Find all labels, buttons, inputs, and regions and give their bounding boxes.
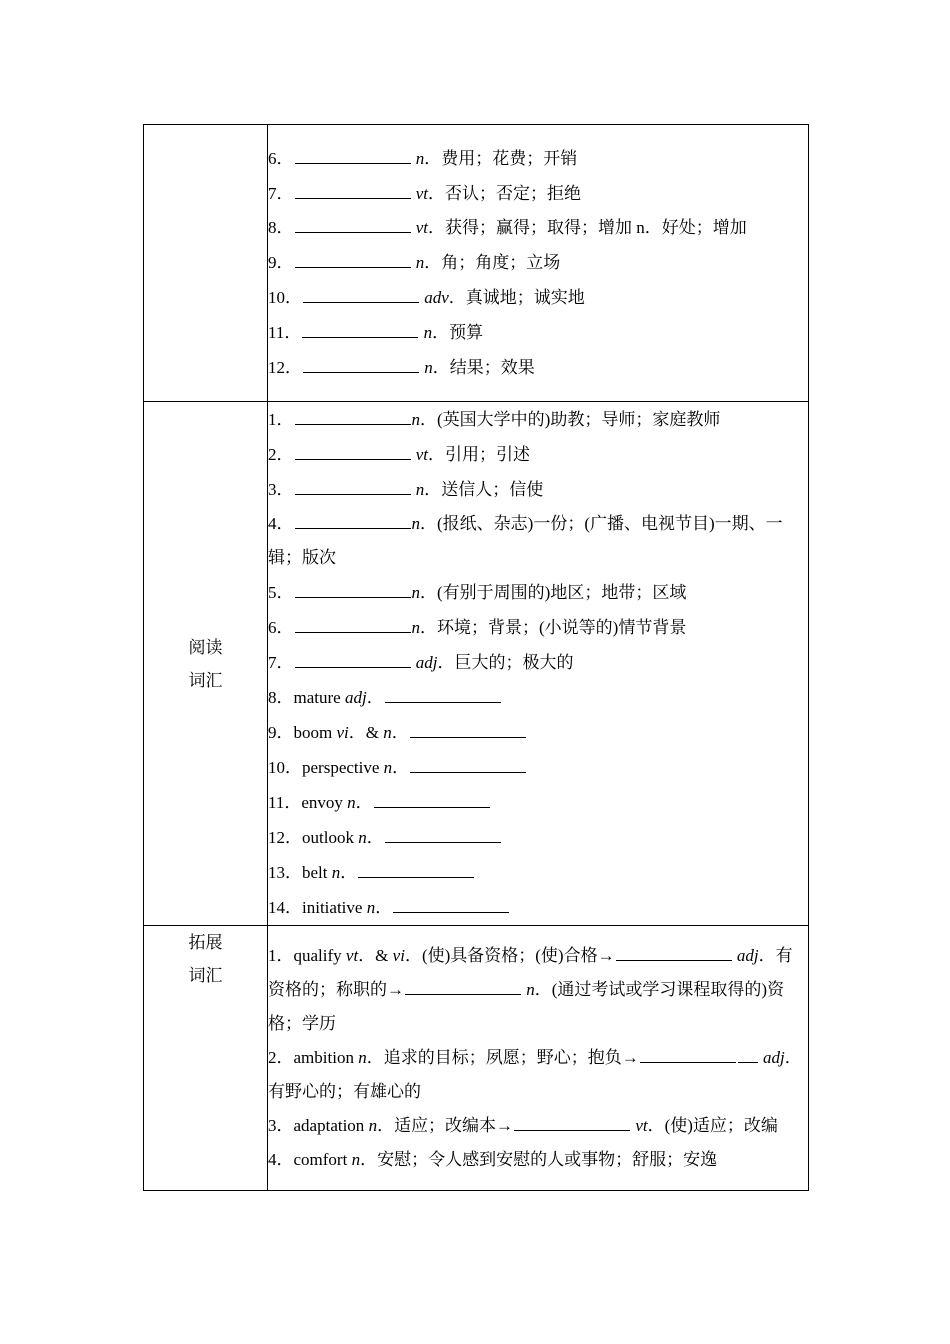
list-item: 7． vt．否认；否定；拒绝 — [268, 176, 808, 211]
list-item: 2．ambition n．追求的目标；夙愿；野心；抱负→ adj．有野心的；有雄心的 — [268, 1041, 808, 1109]
list-item: 3．adaptation n．适应；改编本→ vt．(使)适应；改编 — [268, 1109, 808, 1143]
answer-blank[interactable] — [640, 1044, 736, 1063]
answer-blank[interactable] — [410, 754, 526, 773]
answer-blank[interactable] — [303, 284, 419, 303]
answer-blank[interactable] — [295, 180, 411, 199]
list-item: 3． n．送信人；信使 — [268, 472, 808, 507]
section-label-reading-vocab: 阅读 词汇 — [144, 402, 268, 926]
section-label-extended-vocab: 拓展 词汇 — [144, 926, 268, 1191]
list-item: 9．boom vi．& n． — [268, 715, 808, 750]
list-item: 10． adv．真诚地；诚实地 — [268, 280, 808, 315]
list-item: 11．envoy n． — [268, 785, 808, 820]
list-item: 10．perspective n． — [268, 750, 808, 785]
list-item: 6． n．费用；花费；开销 — [268, 141, 808, 176]
answer-blank[interactable] — [514, 1112, 630, 1131]
answer-blank[interactable] — [295, 476, 411, 495]
answer-blank-continued — [738, 1044, 758, 1063]
answer-blank[interactable] — [385, 824, 501, 843]
answer-blank[interactable] — [295, 649, 411, 668]
answer-blank[interactable] — [303, 354, 419, 373]
list-item: 11． n．预算 — [268, 315, 808, 350]
list-item: 12． n．结果；效果 — [268, 350, 808, 385]
list-item: 14．initiative n． — [268, 890, 808, 925]
answer-blank[interactable] — [295, 145, 411, 164]
list-item: 13．belt n． — [268, 855, 808, 890]
answer-blank[interactable] — [295, 406, 411, 425]
answer-blank[interactable] — [358, 859, 474, 878]
list-item: 1．qualify vt．& vi．(使)具备资格；(使)合格→ adj．有资格的；称职的→ n．(通过考试或学习课程取得的)资格；学历 — [268, 939, 808, 1041]
answer-blank[interactable] — [295, 249, 411, 268]
section-content — [268, 926, 809, 1191]
answer-blank[interactable] — [616, 942, 732, 961]
answer-blank[interactable] — [374, 789, 490, 808]
answer-blank[interactable] — [410, 719, 526, 738]
list-item: 6． n．环境；背景；(小说等的)情节背景 — [268, 610, 808, 645]
list-item: 4．comfort n．安慰；令人感到安慰的人或事物；舒服；安逸 — [268, 1150, 718, 1169]
list-item: 9． n．角；角度；立场 — [268, 245, 808, 280]
table-row — [144, 926, 809, 1191]
vocabulary-table — [143, 124, 809, 1191]
list-item: 8．mature adj． — [268, 680, 808, 715]
answer-blank[interactable] — [295, 579, 411, 598]
table-row — [144, 125, 809, 402]
list-item: 12．outlook n． — [268, 820, 808, 855]
section-content — [268, 402, 809, 926]
answer-blank[interactable] — [295, 510, 411, 529]
answer-blank[interactable] — [385, 684, 501, 703]
answer-blank[interactable] — [393, 894, 509, 913]
section-label-empty — [144, 125, 268, 402]
section-content — [268, 125, 809, 402]
list-item: 1． n．(英国大学中的)助教；导师；家庭教师 — [268, 402, 808, 437]
table-row — [144, 402, 809, 926]
list-item: 5． n．(有别于周围的)地区；地带；区域 — [268, 575, 808, 610]
answer-blank[interactable] — [295, 614, 411, 633]
answer-blank[interactable] — [295, 441, 411, 460]
list-item: 2． vt．引用；引述 — [268, 437, 808, 472]
answer-blank[interactable] — [405, 976, 521, 995]
list-item: 4． n．(报纸、杂志)一份；(广播、电视节目)一期、一辑；版次 — [268, 507, 808, 575]
list-item: 8． vt．获得；赢得；取得；增加 n．好处；增加 — [268, 211, 808, 245]
list-item: 7． adj．巨大的；极大的 — [268, 645, 808, 680]
answer-blank[interactable] — [295, 214, 411, 233]
answer-blank[interactable] — [302, 319, 418, 338]
